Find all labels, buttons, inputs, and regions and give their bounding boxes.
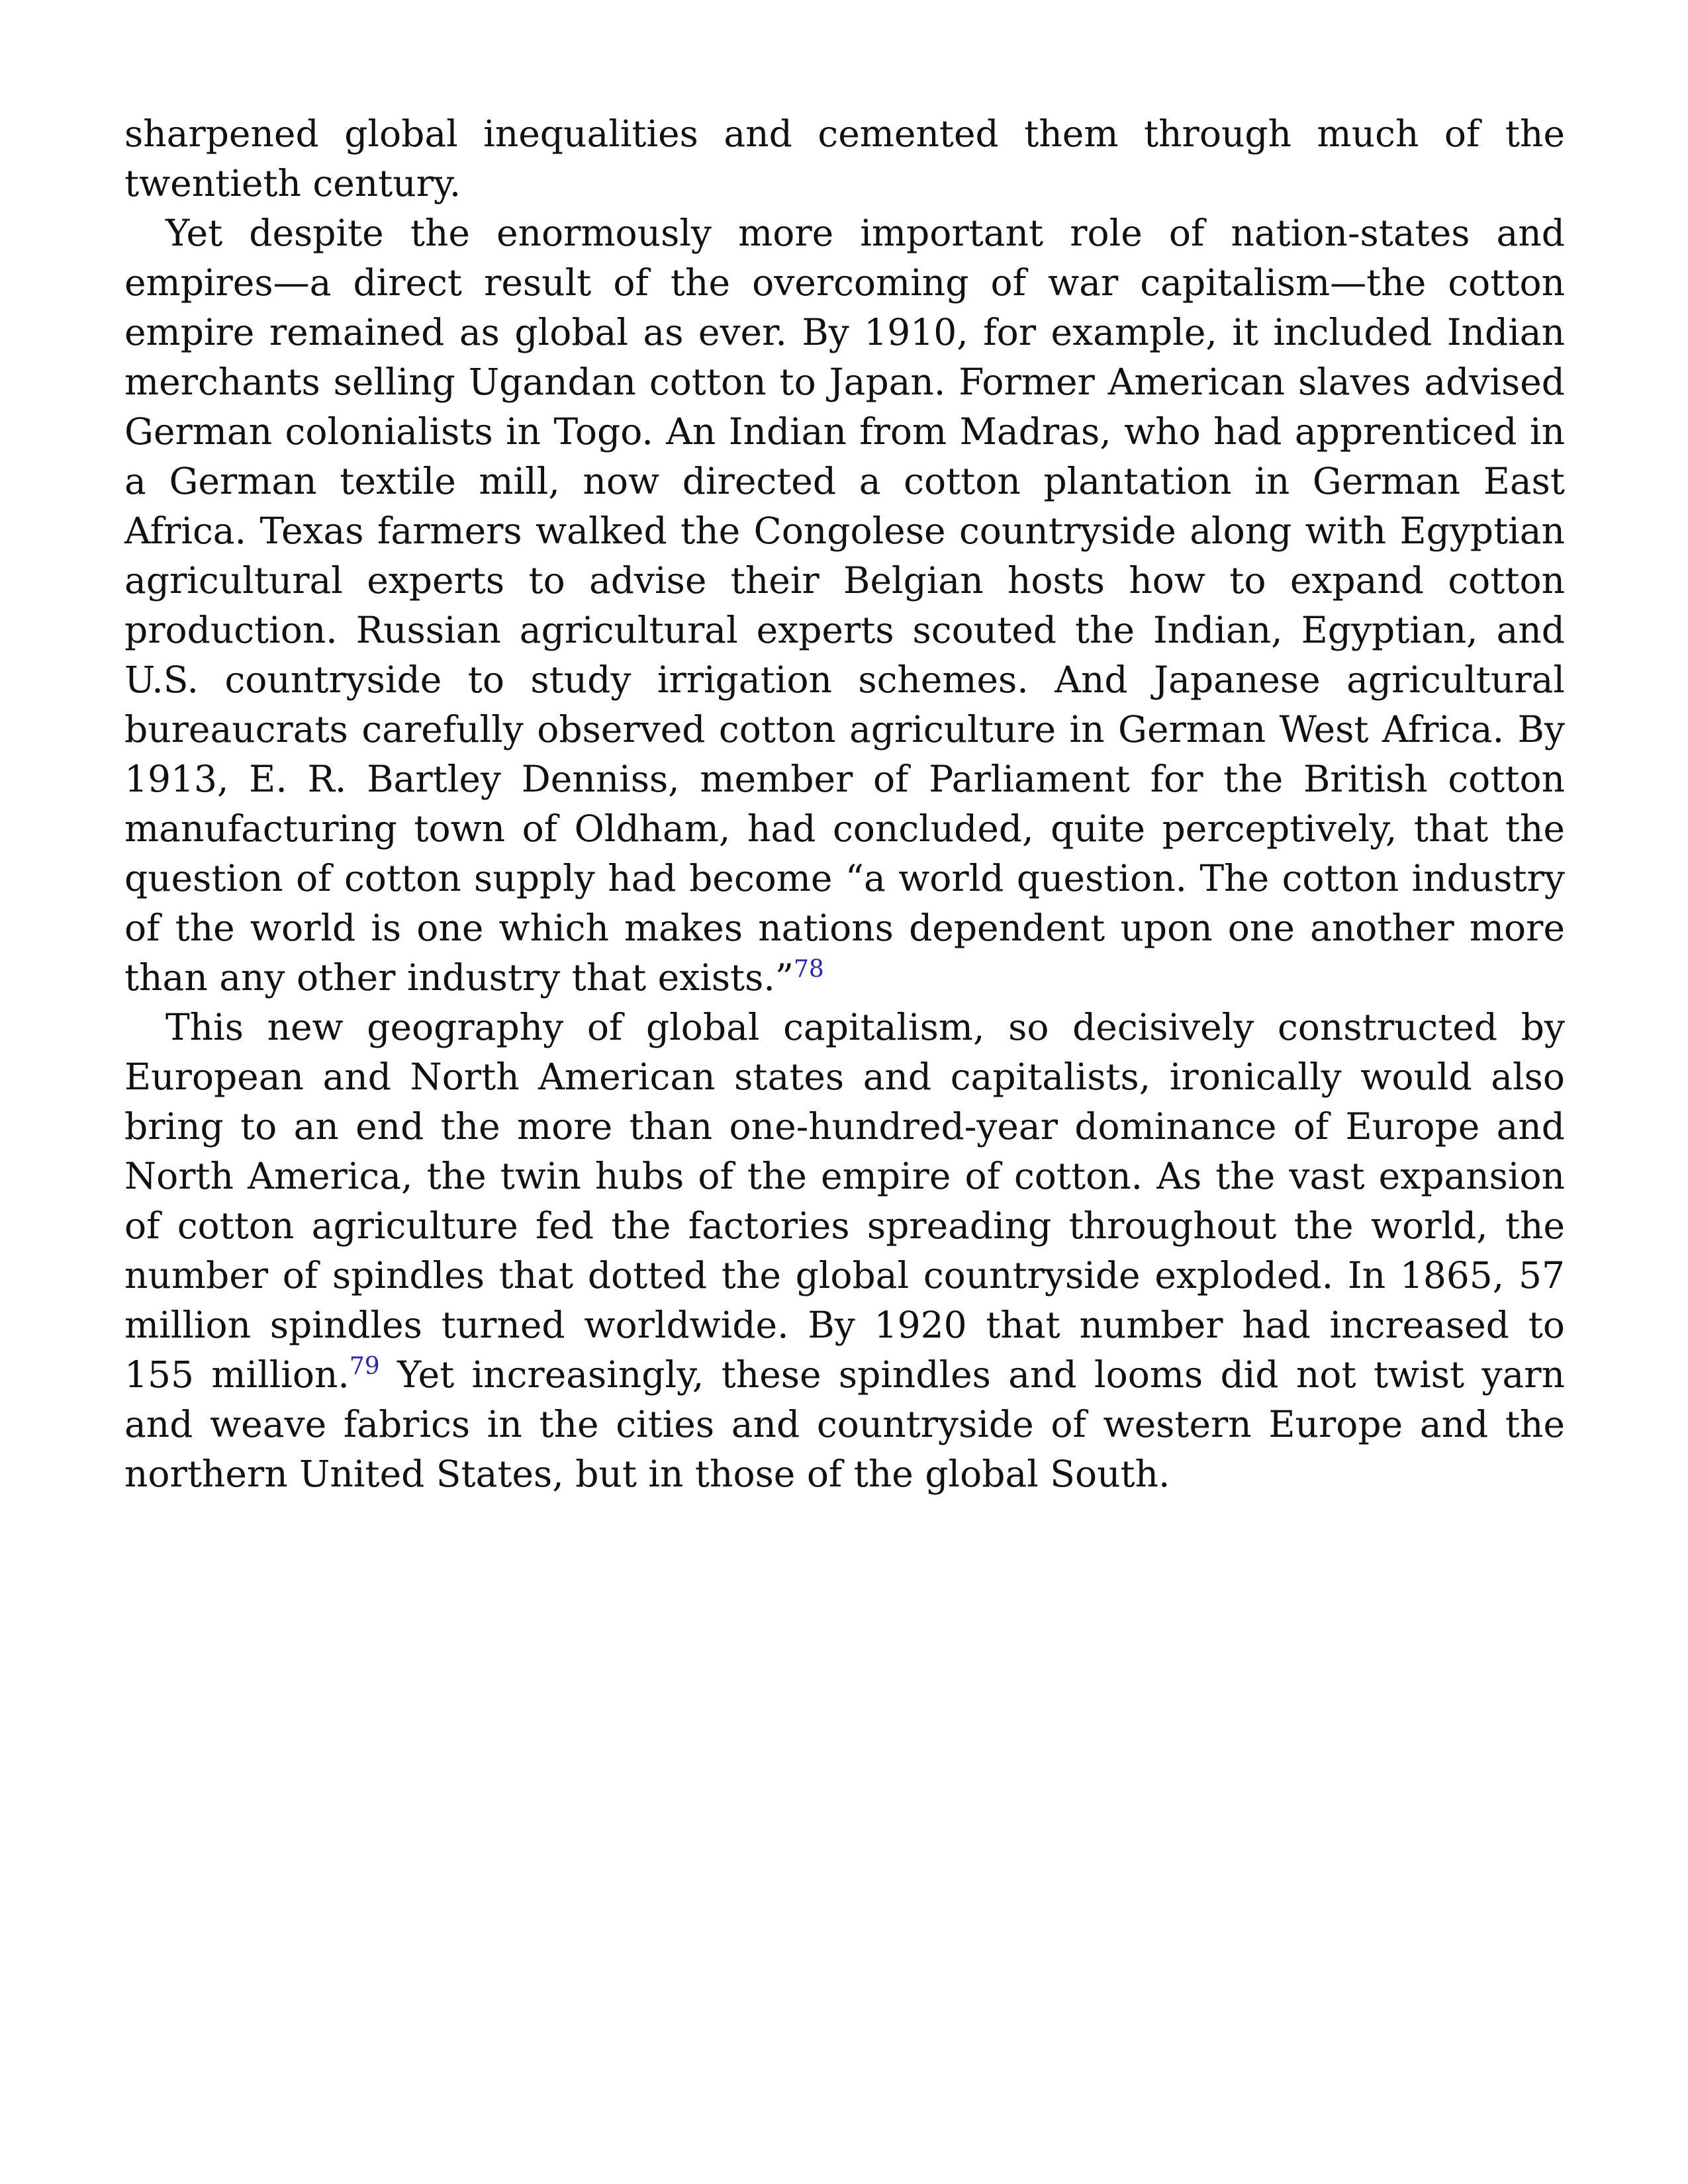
footnote-link-79[interactable]: 79 [349, 1353, 380, 1380]
footnote-link-78[interactable]: 78 [793, 956, 824, 983]
paragraph-new-geography [124, 1003, 1565, 1499]
paragraph-text: This new geography of global capitalism, so decisively constructed by European and North American states and capitalists, ironically would also bring to an end the more than one-hundred-year dominance of Europe and North America, the twin hubs of the empire of cotton. As the vast expansion of cotton agriculture fed the factories spreading throughout the world, the number of spindles that dotted the global countryside exploded. In 1865, 57 million spindles turned worldwide. By 1920 that number had increased to 155 million. [124, 1006, 1565, 1396]
paragraph-cotton-empire-global [124, 208, 1565, 1003]
paragraph-text: Yet increasingly, these spindles and looms did not twist yarn and weave fabrics in the cities and countryside of western Europe and the northern United States, but in those of the global South. [124, 1353, 1565, 1495]
paragraph-text: Yet despite the enormously more important role of nation-states and empires—a direct result of the overcoming of war capitalism—the cotton empire remained as global as ever. By 1910, for example, it included Indian merchants selling Ugandan cotton to Japan. Former American slaves advised German colonialists in Togo. An Indian from Madras, who had apprenticed in a German textile mill, now directed a cotton plantation in German East Africa. Texas farmers walked the Congolese countryside along with Egyptian agricultural experts to advise their Belgian hosts how to expand cotton production. Russian agricultural experts scouted the Indian, Egyptian, and U.S. countryside to study irrigation schemes. And Japanese agricultural bureaucrats carefully observed cotton agriculture in German West Africa. By 1913, E. R. Bartley Denniss, member of Parliament for the British cotton manufacturing town of Oldham, had concluded, quite perceptively, that the question of cotton supply had become “a world question. The cotton industry of the world is one which makes nations dependent upon one another more than any other industry that exists.” [124, 212, 1565, 999]
book-page-body [124, 109, 1565, 1499]
paragraph-continuation [124, 109, 1565, 208]
paragraph-text: sharpened global inequalities and cemented them through much of the twentieth century. [124, 113, 1565, 205]
